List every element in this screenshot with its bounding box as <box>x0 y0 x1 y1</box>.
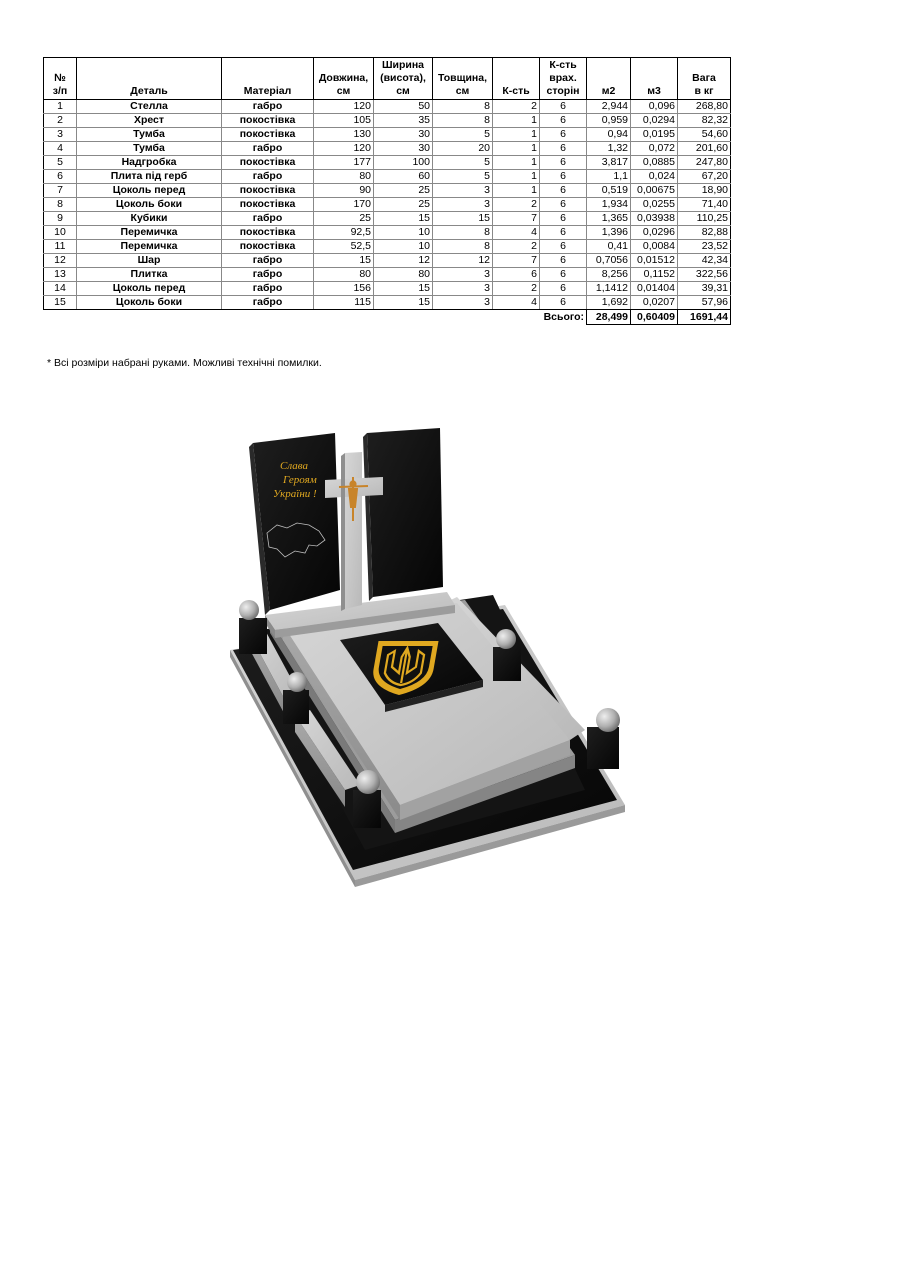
cell-thickness: 15 <box>433 212 493 226</box>
cell-width: 12 <box>374 254 433 268</box>
header-m3: м3 <box>631 58 678 100</box>
cell-num: 12 <box>44 254 77 268</box>
cell-sides: 6 <box>540 240 587 254</box>
cell-qty: 7 <box>493 254 540 268</box>
cell-sides: 6 <box>540 170 587 184</box>
cell-m3: 0,0294 <box>631 114 678 128</box>
cell-m3: 0,0207 <box>631 296 678 310</box>
cell-qty: 2 <box>493 240 540 254</box>
total-row <box>44 310 731 325</box>
table-row <box>44 198 731 212</box>
cell-part: Цоколь перед <box>77 282 222 296</box>
cell-length: 105 <box>314 114 374 128</box>
cell-width: 10 <box>374 240 433 254</box>
cell-m3: 0,0296 <box>631 226 678 240</box>
cell-part: Шар <box>77 254 222 268</box>
cell-num: 1 <box>44 100 77 114</box>
cell-weight: 23,52 <box>678 240 731 254</box>
cell-thickness: 5 <box>433 128 493 142</box>
cell-qty: 6 <box>493 268 540 282</box>
cell-length: 90 <box>314 184 374 198</box>
cell-part: Тумба <box>77 128 222 142</box>
header-width: Ширина (висота), см <box>374 58 433 100</box>
table-row <box>44 226 731 240</box>
cell-thickness: 5 <box>433 170 493 184</box>
monument-render <box>225 425 645 890</box>
cell-thickness: 8 <box>433 240 493 254</box>
cell-m2: 1,365 <box>587 212 631 226</box>
epitaph-line-1: Слава <box>280 460 308 472</box>
cell-weight: 54,60 <box>678 128 731 142</box>
cell-m2: 0,41 <box>587 240 631 254</box>
cell-m2: 8,256 <box>587 268 631 282</box>
cell-num: 3 <box>44 128 77 142</box>
cell-num: 9 <box>44 212 77 226</box>
cell-width: 100 <box>374 156 433 170</box>
total-weight: 1691,44 <box>678 310 731 325</box>
cell-sides: 6 <box>540 254 587 268</box>
cell-qty: 1 <box>493 184 540 198</box>
cell-sides: 6 <box>540 142 587 156</box>
cell-sides: 6 <box>540 128 587 142</box>
cell-material: габро <box>222 254 314 268</box>
cell-weight: 82,88 <box>678 226 731 240</box>
total-m3: 0,60409 <box>631 310 678 325</box>
cell-weight: 201,60 <box>678 142 731 156</box>
cell-part: Перемичка <box>77 226 222 240</box>
cell-material: габро <box>222 170 314 184</box>
cell-m3: 0,096 <box>631 100 678 114</box>
header-thickness: Товщина, см <box>433 58 493 100</box>
table-row <box>44 142 731 156</box>
cell-qty: 1 <box>493 142 540 156</box>
cell-part: Кубики <box>77 212 222 226</box>
cell-qty: 4 <box>493 226 540 240</box>
cell-length: 177 <box>314 156 374 170</box>
cell-qty: 1 <box>493 156 540 170</box>
cell-length: 15 <box>314 254 374 268</box>
cell-material: покостівка <box>222 156 314 170</box>
cell-material: покостівка <box>222 198 314 212</box>
table-row <box>44 212 731 226</box>
cell-num: 11 <box>44 240 77 254</box>
cell-num: 4 <box>44 142 77 156</box>
cell-thickness: 3 <box>433 268 493 282</box>
cell-thickness: 8 <box>433 114 493 128</box>
cell-thickness: 3 <box>433 198 493 212</box>
table-row <box>44 268 731 282</box>
cell-width: 50 <box>374 100 433 114</box>
cell-qty: 7 <box>493 212 540 226</box>
cell-num: 15 <box>44 296 77 310</box>
table-row <box>44 282 731 296</box>
cell-m2: 1,1 <box>587 170 631 184</box>
cell-m3: 0,0885 <box>631 156 678 170</box>
cell-thickness: 8 <box>433 100 493 114</box>
cell-thickness: 5 <box>433 156 493 170</box>
cell-sides: 6 <box>540 226 587 240</box>
cell-m2: 1,1412 <box>587 282 631 296</box>
cell-weight: 322,56 <box>678 268 731 282</box>
cell-material: покостівка <box>222 128 314 142</box>
cell-m2: 2,944 <box>587 100 631 114</box>
cell-width: 35 <box>374 114 433 128</box>
cell-length: 80 <box>314 170 374 184</box>
cell-qty: 1 <box>493 114 540 128</box>
cell-width: 30 <box>374 128 433 142</box>
cell-m2: 0,94 <box>587 128 631 142</box>
cell-part: Тумба <box>77 142 222 156</box>
cell-length: 130 <box>314 128 374 142</box>
cell-weight: 39,31 <box>678 282 731 296</box>
cell-thickness: 12 <box>433 254 493 268</box>
cell-m3: 0,00675 <box>631 184 678 198</box>
cell-thickness: 3 <box>433 296 493 310</box>
cell-num: 6 <box>44 170 77 184</box>
cell-material: габро <box>222 142 314 156</box>
specification-table <box>43 57 731 325</box>
table-row <box>44 100 731 114</box>
cell-part: Цоколь боки <box>77 296 222 310</box>
cell-width: 25 <box>374 198 433 212</box>
cell-qty: 4 <box>493 296 540 310</box>
header-m2: м2 <box>587 58 631 100</box>
cell-sides: 6 <box>540 100 587 114</box>
cell-num: 8 <box>44 198 77 212</box>
cell-weight: 57,96 <box>678 296 731 310</box>
cell-sides: 6 <box>540 282 587 296</box>
cell-m2: 1,692 <box>587 296 631 310</box>
cell-part: Плитка <box>77 268 222 282</box>
cell-thickness: 20 <box>433 142 493 156</box>
header-length: Довжина, см <box>314 58 374 100</box>
cell-qty: 2 <box>493 198 540 212</box>
cell-sides: 6 <box>540 198 587 212</box>
cell-m3: 0,01404 <box>631 282 678 296</box>
cell-m2: 0,7056 <box>587 254 631 268</box>
cell-sides: 6 <box>540 296 587 310</box>
cell-material: габро <box>222 282 314 296</box>
cell-width: 15 <box>374 282 433 296</box>
table-row <box>44 254 731 268</box>
cell-material: габро <box>222 296 314 310</box>
total-m2: 28,499 <box>587 310 631 325</box>
header-num: № з/п <box>44 58 77 100</box>
cell-width: 10 <box>374 226 433 240</box>
cell-weight: 268,80 <box>678 100 731 114</box>
cell-width: 15 <box>374 212 433 226</box>
cell-sides: 6 <box>540 268 587 282</box>
cell-m3: 0,024 <box>631 170 678 184</box>
cell-qty: 1 <box>493 170 540 184</box>
cell-width: 25 <box>374 184 433 198</box>
cell-num: 13 <box>44 268 77 282</box>
cell-weight: 18,90 <box>678 184 731 198</box>
cell-length: 80 <box>314 268 374 282</box>
cell-m2: 3,817 <box>587 156 631 170</box>
cube-and-sphere-1 <box>239 600 267 654</box>
cell-material: габро <box>222 100 314 114</box>
table-row <box>44 128 731 142</box>
table-row <box>44 156 731 170</box>
cell-material: габро <box>222 212 314 226</box>
cell-material: покостівка <box>222 184 314 198</box>
cell-m3: 0,1152 <box>631 268 678 282</box>
cell-m3: 0,0195 <box>631 128 678 142</box>
cell-m2: 0,519 <box>587 184 631 198</box>
cell-m2: 1,396 <box>587 226 631 240</box>
cell-length: 25 <box>314 212 374 226</box>
cell-num: 5 <box>44 156 77 170</box>
cell-material: покостівка <box>222 240 314 254</box>
cell-m2: 1,934 <box>587 198 631 212</box>
cell-material: покостівка <box>222 226 314 240</box>
cell-thickness: 3 <box>433 282 493 296</box>
cell-sides: 6 <box>540 184 587 198</box>
cube-and-sphere-4 <box>353 770 381 828</box>
cell-weight: 82,32 <box>678 114 731 128</box>
cell-m3: 0,072 <box>631 142 678 156</box>
header-material: Матеріал <box>222 58 314 100</box>
footnote: * Всі розміри набрані руками. Можливі технічні помилки. <box>47 357 322 369</box>
cell-length: 52,5 <box>314 240 374 254</box>
right-stele <box>363 428 443 601</box>
cell-length: 156 <box>314 282 374 296</box>
cell-weight: 42,34 <box>678 254 731 268</box>
header-sides: К-сть врах. сторін <box>540 58 587 100</box>
epitaph-line-3: України ! <box>273 488 317 500</box>
cell-thickness: 8 <box>433 226 493 240</box>
cell-length: 120 <box>314 142 374 156</box>
cell-weight: 71,40 <box>678 198 731 212</box>
cell-weight: 67,20 <box>678 170 731 184</box>
cell-sides: 6 <box>540 156 587 170</box>
cell-part: Цоколь боки <box>77 198 222 212</box>
cell-sides: 6 <box>540 114 587 128</box>
cell-length: 115 <box>314 296 374 310</box>
cell-width: 80 <box>374 268 433 282</box>
cell-material: габро <box>222 268 314 282</box>
cell-material: покостівка <box>222 114 314 128</box>
cell-weight: 247,80 <box>678 156 731 170</box>
table-row <box>44 240 731 254</box>
header-weight: Вага в кг <box>678 58 731 100</box>
cell-length: 120 <box>314 100 374 114</box>
cell-part: Цоколь перед <box>77 184 222 198</box>
cell-qty: 2 <box>493 100 540 114</box>
table-row <box>44 114 731 128</box>
cell-m2: 1,32 <box>587 142 631 156</box>
header-qty: К-сть <box>493 58 540 100</box>
cell-width: 15 <box>374 296 433 310</box>
cell-weight: 110,25 <box>678 212 731 226</box>
table-header-row <box>44 58 731 100</box>
cell-width: 30 <box>374 142 433 156</box>
table-row <box>44 170 731 184</box>
cell-length: 92,5 <box>314 226 374 240</box>
total-label: Всього: <box>543 310 584 323</box>
cell-length: 170 <box>314 198 374 212</box>
cell-qty: 1 <box>493 128 540 142</box>
cell-thickness: 3 <box>433 184 493 198</box>
table-row <box>44 296 731 310</box>
cell-num: 7 <box>44 184 77 198</box>
table-body <box>44 100 731 310</box>
cell-m3: 0,0255 <box>631 198 678 212</box>
cell-num: 10 <box>44 226 77 240</box>
cell-width: 60 <box>374 170 433 184</box>
cell-part: Надгробка <box>77 156 222 170</box>
table-row <box>44 184 731 198</box>
cube-and-sphere-5 <box>587 708 620 769</box>
cell-m3: 0,01512 <box>631 254 678 268</box>
header-part: Деталь <box>77 58 222 100</box>
cell-part: Хрест <box>77 114 222 128</box>
cell-qty: 2 <box>493 282 540 296</box>
cell-sides: 6 <box>540 212 587 226</box>
epitaph-line-2: Героям <box>283 474 317 486</box>
cell-m3: 0,03938 <box>631 212 678 226</box>
cell-num: 2 <box>44 114 77 128</box>
left-stele <box>249 433 340 615</box>
cell-part: Плита під герб <box>77 170 222 184</box>
cell-part: Стелла <box>77 100 222 114</box>
cell-m2: 0,959 <box>587 114 631 128</box>
cell-part: Перемичка <box>77 240 222 254</box>
cell-m3: 0,0084 <box>631 240 678 254</box>
cell-num: 14 <box>44 282 77 296</box>
